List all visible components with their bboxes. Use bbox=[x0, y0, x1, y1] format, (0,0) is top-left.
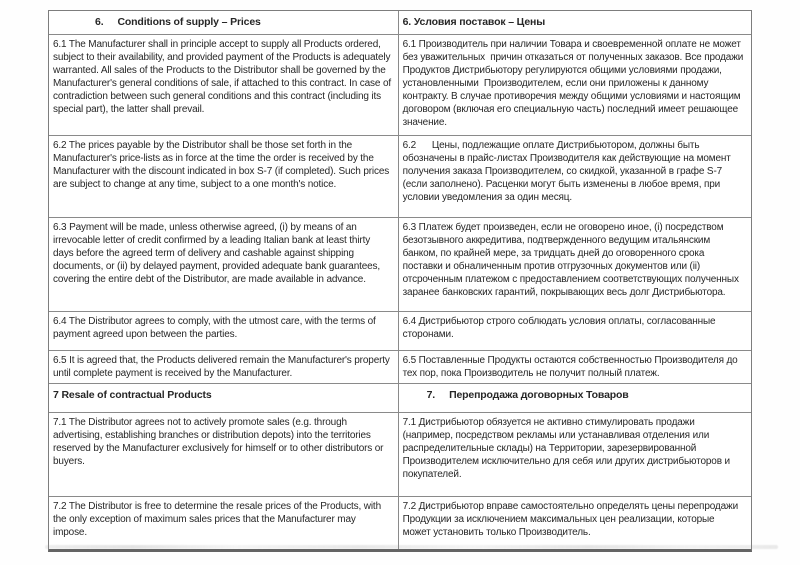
section-6-header-en bbox=[49, 11, 399, 34]
clause-6-3-row bbox=[49, 217, 751, 311]
clause-6-4-row bbox=[49, 311, 751, 350]
clause-6-4-text-en: 6.4 The Distributor agrees to comply, with the utmost care, with the terms of payment agreed upon between the parties. bbox=[49, 312, 399, 350]
clause-6-1-text-ru: 6.1 Производитель при наличии Товара и своевременной оплате не может без уважительных причин отказаться от полученных заказов. Все продажи Продуктов Дистрибьютору регулируются общими условиями продажи, установленными Производителем, если они приложены к данному контракту. В случае противоречия между общими условиями и настоящим договором (включая его специальную часть) последний имеет решающее значение. bbox=[402, 39, 746, 128]
clause-6-5-row bbox=[49, 350, 751, 383]
clause-6-3-text-en: 6.3 Payment will be made, unless otherwise agreed, (i) by means of an irrevocable letter of credit confirmed by a leading Italian bank at least thirty days before the agreed term of delivery and cashable against shipping documents, or (ii) by delayed payment, provided adequate bank guarantees, covering the entire debt of the Distributor, are made available in advance. bbox=[49, 218, 399, 311]
section-6-title-en: Conditions of supply – Prices bbox=[117, 16, 261, 28]
clause-6-1-text-en: 6.1 The Manufacturer shall in principle accept to supply all Products ordered, subject to their availability, and provided payment of the Products is adequately warranted. All sales of the Products to the Distributor shall be governed by the Manufacturer's general conditions of sale, if attached to this contract. In case of contradiction between such general conditions and this contract (including its special part), the latter shall prevail. bbox=[49, 35, 399, 135]
clause-7-2-text-en: 7.2 The Distributor is free to determine the resale prices of the Products, with the only exception of maximum sales prices that the Manufacturer may impose. bbox=[49, 497, 399, 549]
section-7-title-en: 7 Resale of contractual Products bbox=[53, 389, 212, 401]
section-6-header-row bbox=[49, 11, 751, 34]
clause-6-4-text-ru: 6.4 Дистрибьютор строго соблюдать условия оплаты, согласованные сторонами. bbox=[402, 316, 719, 340]
clause-6-5-text-ru: 6.5 Поставленные Продукты остаются собственностью Производителя до тех пор, пока Производитель не получит полный платеж. bbox=[402, 355, 741, 379]
bilingual-contract-table bbox=[48, 10, 752, 552]
clause-7-1-text-ru: 7.1 Дистрибьютор обязуется не активно стимулировать продажи (например, посредством рекламы или устанавливая отделения или распределительные склады) на Территории, зарезервированной Производителем исключительно для себя или других дистрибьюторов и покупателей. bbox=[402, 417, 733, 480]
clause-7-1-text-en: 7.1 The Distributor agrees not to actively promote sales (e.g. through advertising, establishing branches or distribution depots) into the territories reserved by the Manufacturer exclusively for himself or to other distributors or buyers. bbox=[49, 413, 399, 496]
clause-6-2-row bbox=[49, 135, 751, 217]
clause-7-1-row bbox=[49, 412, 751, 496]
clause-7-2-text-ru: 7.2 Дистрибьютор вправе самостоятельно определять цены перепродажи Продукции за исключением максимальных цен реализации, которые может установить только Производитель. bbox=[402, 501, 741, 538]
clause-6-2-text-ru: 6.2 Цены, подлежащие оплате Дистрибьютором, должны быть обозначены в прайс-листах Производителя как действующие на момент получения заказа Производителем, со скидкой, указанной в графе S-7 (если заполнено). Расценки могут быть изменены в любое время, при условии уведомления за один месяц. bbox=[402, 140, 734, 203]
clause-6-2-text-en: 6.2 The prices payable by the Distributor shall be those set forth in the Manufacturer's price-lists as in force at the time the order is received by the Manufacturer with the discount indicated in box S-7 (if completed). Such prices are subject to change at any time, subject to a one month's notice. bbox=[49, 136, 399, 217]
section-6-number-en: 6. bbox=[95, 16, 104, 28]
section-7-header-en bbox=[49, 384, 399, 412]
clause-6-5-text-en: 6.5 It is agreed that, the Products delivered remain the Manufacturer's property until complete payment is received by the Manufacturer. bbox=[49, 351, 399, 383]
scan-artifact-line bbox=[45, 545, 778, 549]
section-6-header-ru bbox=[399, 11, 751, 34]
section-6-title-ru: 6. Условия поставок – Цены bbox=[402, 16, 546, 28]
section-7-header-row bbox=[49, 383, 751, 412]
section-7-header-ru bbox=[399, 384, 751, 412]
section-7-number-ru: 7. bbox=[426, 389, 436, 401]
section-7-title-ru: Перепродажа договорных Товаров bbox=[449, 389, 629, 401]
clause-7-2-row bbox=[49, 496, 751, 549]
clause-6-3-text-ru: 6.3 Платеж будет произведен, если не оговорено иное, (i) посредством безотзывного аккредитива, подтвержденного ведущим итальянским банком, по крайней мере, за тридцать дней до оговоренного срока поставки и обналиченным против отгрузочных документов или (ii) отсроченным платежом с предоставлением соответствующих полученных заранее банковских гарантий, покрывающих весь долг Дистрибьютора. bbox=[402, 222, 742, 298]
clause-6-1-row bbox=[49, 34, 751, 135]
